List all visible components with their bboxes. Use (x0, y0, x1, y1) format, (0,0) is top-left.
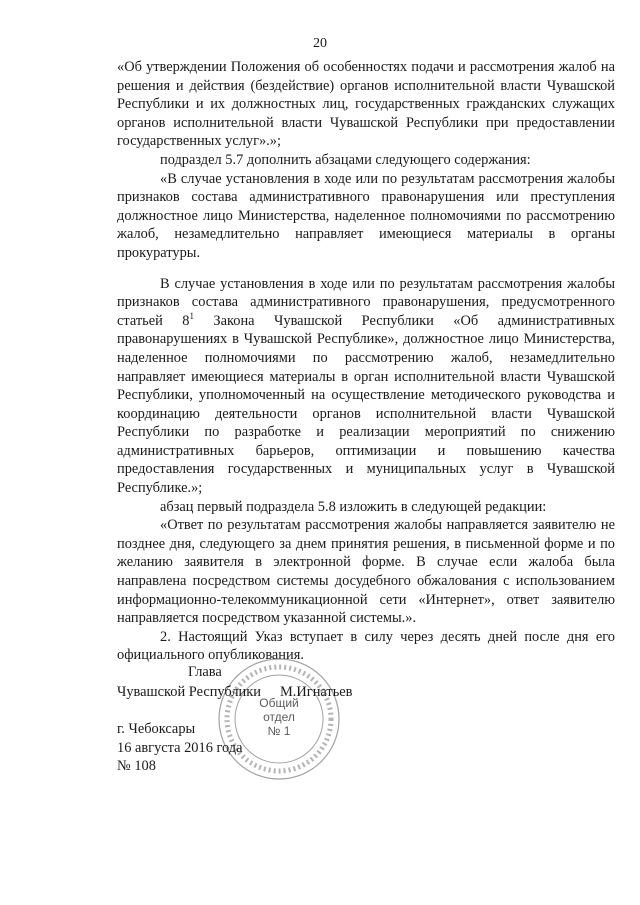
paragraph-effective: 2. Настоящий Указ вступает в силу через десять дней после дня его официального опубликования. (117, 628, 615, 664)
signature-title: Глава (188, 664, 222, 680)
stamp-line-2: отдел (263, 710, 295, 724)
article-superscript: 1 (189, 310, 194, 321)
paragraph-subsection-5-8: абзац первый подраздела 5.8 изложить в следующей редакции: (160, 498, 547, 515)
paragraph-admin-violation (117, 275, 615, 498)
place-date-block (117, 720, 243, 776)
paragraph-subsection-5-7: подраздел 5.7 дополнить абзацами следующего содержания: (160, 151, 531, 168)
paragraph-prosecutor: «В случае установления в ходе или по результатам рассмотрения жалобы признаков состава административного правонарушения или преступления должностное лицо Министерства, наделенное полномочиями по рассмотрению жалоб, незамедлительно направляет имеющиеся материалы в органы прокуратуры. (117, 170, 615, 261)
paragraph-decree-title: «Об утверждении Положения об особенностях подачи и рассмотрения жалоб на решения и действия (бездействие) органов исполнительной власти Чувашской Республики и их должностных лиц, государственных гражданских служащих органов исполнительной власти Чувашской Республики при предоставлении государственных услуг».»; (117, 59, 615, 150)
stamp-line-3: № 1 (267, 724, 291, 738)
date: 16 августа 2016 года (117, 739, 243, 756)
signature-name: М.Игнатьев (280, 684, 353, 700)
document-body (117, 58, 615, 665)
paragraph-admin-violation-end: Закона Чувашской Республики «Об административных правонарушениях в Чувашской Республике», должностное лицо Министерства, наделенное полномочиями по рассмотрению жалоб, незамедлительно направляет имеющиеся материалы в орган исполнительной власти Чувашской Республики, уполномоченный на осуществление методического руководства и координацию деятельности органов исполнительной власти Чувашской Республики по разработке и реализации мероприятий по снижению административных барьеров, оптимизации и повышению качества предоставления государственных и муниципальных услуг в Чувашской Республике.»; (117, 312, 615, 497)
page-number: 20 (313, 36, 327, 51)
city: г. Чебоксары (117, 721, 196, 737)
stamp-line-1: Общий (259, 696, 299, 710)
signature-position: Чувашской Республики (117, 684, 261, 700)
paragraph-admin-violation-start: В случае установления в ходе или по результатам рассмотрения жалобы признаков состава административного правонарушения, предусмотренного статьей 8 (117, 275, 615, 329)
paragraph-answer: «Ответ по результатам рассмотрения жалобы направляется заявителю не позднее дня, следующего за днем принятия решения, в письменной форме и по желанию заявителя в электронной форме. В случае если жалоба была направлена посредством системы досудебного обжалования с использованием информационно-телекоммуникационной сети «Интернет», ответ заявителю направляется посредством указанной системы.». (117, 517, 615, 627)
decree-number: № 108 (117, 758, 156, 775)
